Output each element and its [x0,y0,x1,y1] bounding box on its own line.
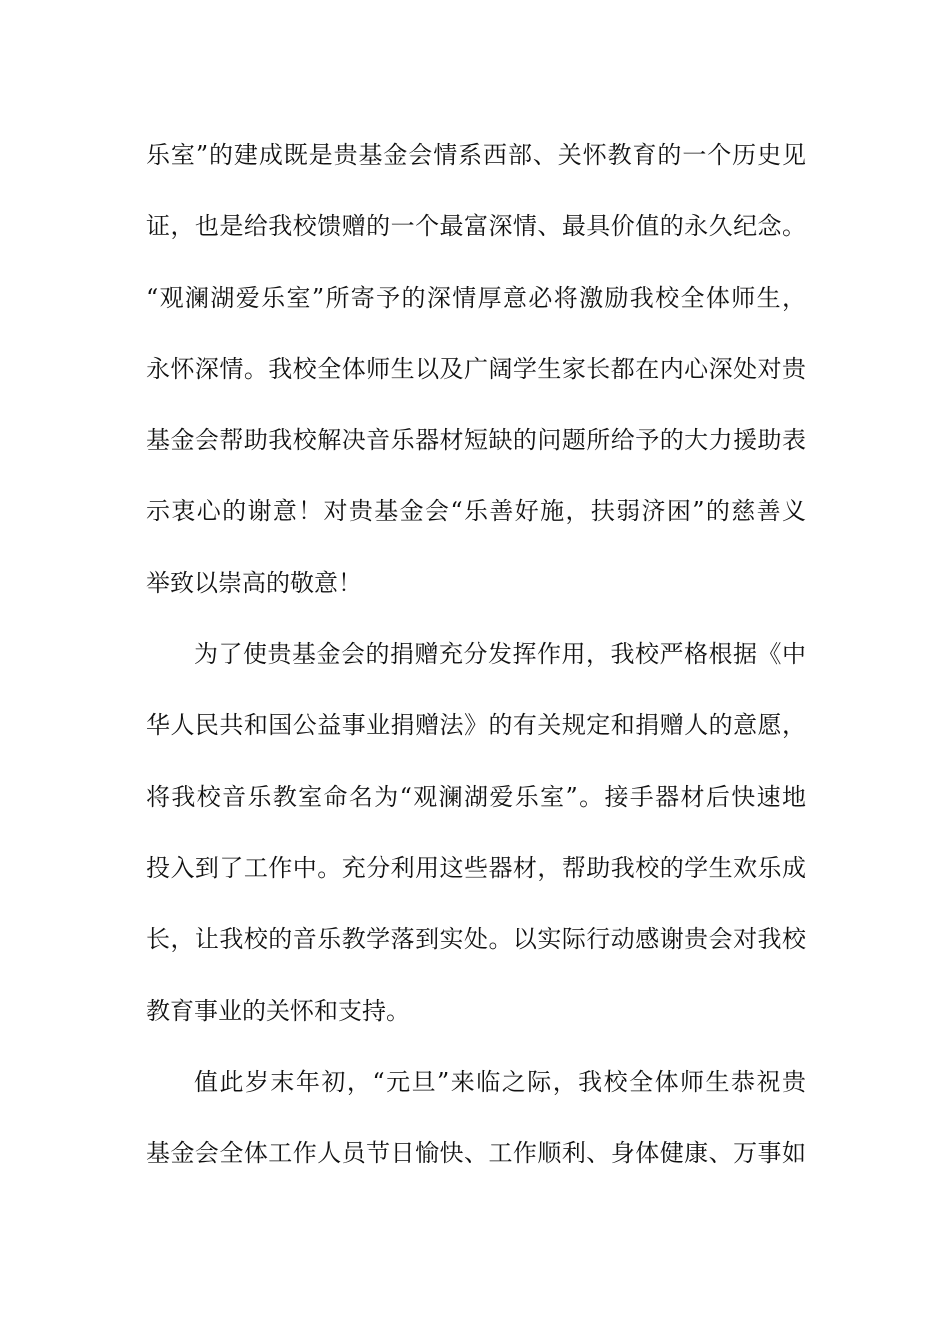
text-line: 永怀深情。我校全体师生以及广阔学生家长都在内心深处对贵 [146,354,806,383]
text-line: “观澜湖爱乐室”所寄予的深情厚意必将激励我校全体师生， [146,283,806,312]
text-line: 长，让我校的音乐教学落到实处。以实际行动感谢贵会对我校 [146,925,806,954]
text-line: 教育事业的关怀和支持。 [146,996,410,1025]
paragraph-first-line: 值此岁末年初，“元旦”来临之际，我校全体师生恭祝贵 [194,1067,806,1096]
text-line: 基金会帮助我校解决音乐器材短缺的问题所给予的大力援助表 [146,426,806,455]
text-line: 华人民共和国公益事业捐赠法》的有关规定和捐赠人的意愿， [146,711,806,740]
text-line: 投入到了工作中。充分利用这些器材，帮助我校的学生欢乐成 [146,853,806,882]
text-line: 示衷心的谢意！对贵基金会“乐善好施，扶弱济困”的慈善义 [146,497,806,526]
paragraph-first-line: 为了使贵基金会的捐赠充分发挥作用，我校严格根据《中 [194,640,806,669]
text-line: 将我校音乐教室命名为“观澜湖爱乐室”。接手器材后快速地 [146,782,806,811]
text-line: 基金会全体工作人员节日愉快、工作顺利、身体健康、万事如 [146,1139,806,1168]
text-line: 举致以崇高的敬意！ [146,568,362,597]
text-line: 证，也是给我校馈赠的一个最富深情、最具价值的永久纪念。 [146,212,806,241]
letter-body [146,127,806,1196]
text-line: 乐室”的建成既是贵基金会情系西部、关怀教育的一个历史见 [146,141,806,169]
